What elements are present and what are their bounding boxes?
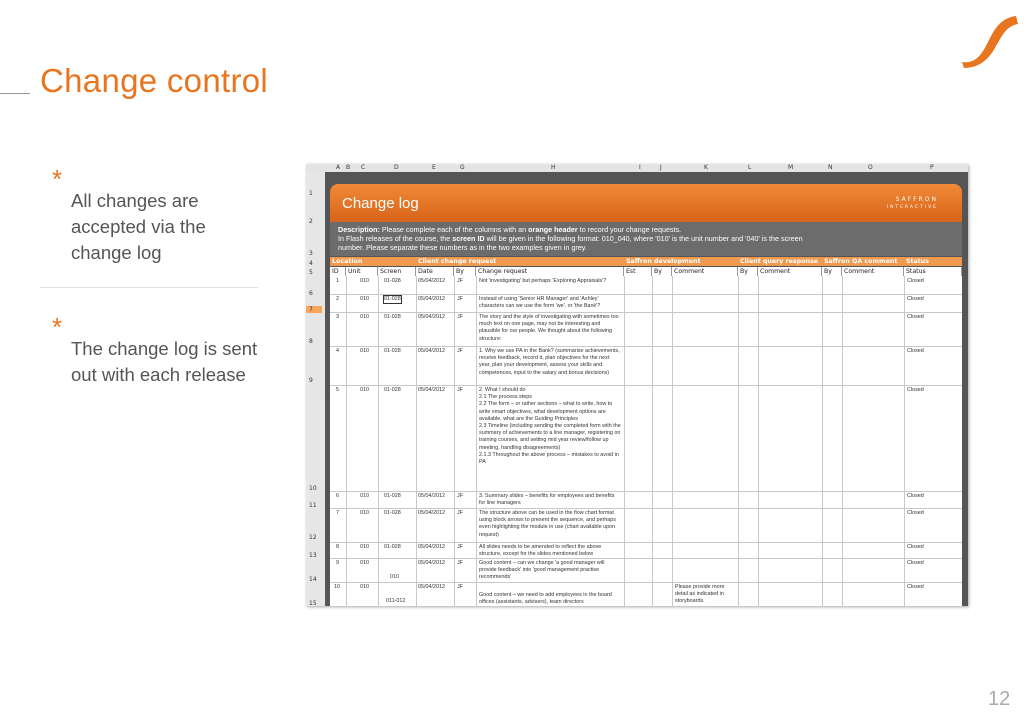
group-header-row [330, 257, 962, 266]
row-number: 6 [309, 290, 313, 297]
cell-screen[interactable]: 01-028 [384, 348, 401, 354]
description-text: In Flash releases of the course, the [338, 234, 453, 243]
cell-status[interactable]: Closed [907, 348, 924, 354]
cell-change-request[interactable]: Good content – can we change 'a good manager will provide feedback' into 'good management practise recommends' [479, 560, 605, 581]
group-header: Saffron QA comment [824, 258, 898, 265]
cell-by[interactable]: JF [457, 296, 463, 302]
row-number: 10 [309, 485, 317, 492]
cell-status[interactable]: Closed [907, 296, 924, 302]
column-letter: P [930, 164, 934, 171]
row-number: 3 [309, 250, 313, 257]
cell-screen[interactable]: 01-028 [384, 510, 401, 516]
cell-status[interactable]: Closed [907, 560, 924, 566]
row-number: 8 [309, 338, 313, 345]
row-number: 14 [309, 576, 317, 583]
row-number: 13 [309, 552, 317, 559]
cell-date[interactable]: 05/04/2012 [418, 387, 445, 393]
cell-screen[interactable]: 01-028 [384, 387, 401, 393]
cell-screen[interactable]: 01-028 [384, 493, 401, 499]
cell-date[interactable]: 05/04/2012 [418, 314, 445, 320]
asterisk-icon: * [52, 312, 63, 342]
cell-status[interactable]: Closed [907, 544, 924, 550]
column-letter: J [660, 164, 662, 171]
cell-change-request[interactable]: Not 'investigating' but perhaps 'Exploring Appraisals'? [479, 278, 607, 284]
header-by[interactable]: By [822, 267, 842, 276]
cell-by[interactable]: JF [457, 560, 463, 566]
change-log-screenshot [306, 164, 968, 606]
description-text: to record your change requests. [577, 225, 682, 234]
cell-id[interactable]: 4 [336, 348, 339, 354]
column-letter: G [460, 164, 465, 171]
page-title: Change control [40, 62, 269, 99]
column-letter: D [394, 164, 399, 171]
group-header: Status [906, 258, 930, 265]
cell-id[interactable]: 9 [336, 560, 339, 566]
column-letter: M [788, 164, 794, 171]
row-number: 5 [309, 269, 313, 276]
column-letter: B [346, 164, 351, 171]
cell-status[interactable]: Closed [907, 510, 924, 516]
column-letter: C [361, 164, 366, 171]
row-number: 2 [309, 218, 313, 225]
row-number: 12 [309, 534, 317, 541]
group-header: Client query response [740, 258, 819, 265]
bullet-1 [52, 164, 262, 266]
header-change-request[interactable]: Change request [476, 267, 624, 276]
cell-by[interactable]: JF [457, 584, 463, 590]
description-box [330, 222, 962, 256]
row-number: 1 [309, 190, 313, 197]
cell-unit[interactable]: 010 [360, 560, 369, 566]
banner-title: Change log [342, 195, 419, 212]
column-letter: K [704, 164, 708, 171]
header-by[interactable]: By [738, 267, 758, 276]
cell-by[interactable]: JF [457, 314, 463, 320]
cell-date[interactable]: 05/04/2012 [418, 510, 445, 516]
cell-status[interactable]: Closed [907, 493, 924, 499]
cell-id[interactable]: 7 [336, 510, 339, 516]
logo-subtext: INTERACTIVE [886, 205, 938, 210]
cell-unit[interactable]: 010 [360, 314, 369, 320]
cell-unit[interactable]: 010 [360, 348, 369, 354]
cell-date[interactable]: 05/04/2012 [418, 296, 445, 302]
column-letter: N [828, 164, 833, 171]
logo-text: SAFFRON [895, 196, 938, 203]
column-letter: L [748, 164, 752, 171]
cell-by[interactable]: JF [457, 510, 463, 516]
divider [40, 287, 258, 288]
header-id[interactable]: ID [330, 267, 346, 276]
asterisk-icon: * [52, 164, 63, 194]
row-number-gutter [306, 172, 326, 606]
cell-unit[interactable]: 010 [360, 296, 369, 302]
cell-status[interactable]: Closed [907, 387, 924, 393]
cell-by[interactable]: JF [457, 278, 463, 284]
cell-date[interactable]: 05/04/2012 [418, 278, 445, 284]
row-number: 9 [309, 377, 313, 384]
bullet-2 [52, 312, 262, 388]
cell-screen-selected[interactable]: 01-028 [384, 296, 401, 302]
cell-screen[interactable]: 01-028 [384, 544, 401, 550]
row-number: 4 [309, 260, 313, 267]
cell-unit[interactable]: 010 [360, 584, 369, 590]
cell-id[interactable]: 3 [336, 314, 339, 320]
cell-id[interactable]: 1 [336, 278, 339, 284]
title-rule [0, 93, 30, 94]
cell-unit[interactable]: 010 [360, 278, 369, 284]
saffron-logo-icon [958, 10, 1020, 68]
cell-id[interactable]: 5 [336, 387, 339, 393]
cell-status[interactable]: Closed [907, 314, 924, 320]
cell-change-request[interactable]: The structure above can be used in the flow chart format using block arrows to present the sequence, and perhaps even highlighting the module in use (chart available upon request) [479, 510, 616, 538]
description-text: number. Please separate these numbers as in the two examples given in grey. [338, 243, 587, 252]
header-screen[interactable]: Screen [378, 267, 416, 276]
header-by[interactable]: By [652, 267, 672, 276]
cell-by[interactable]: JF [457, 348, 463, 354]
description-label: Description: [338, 225, 380, 234]
header-status[interactable]: Status [904, 267, 962, 276]
saffron-wordmark [887, 196, 938, 211]
column-letter: E [432, 164, 436, 171]
cell-unit[interactable]: 010 [360, 493, 369, 499]
description-text: will be given in the following format: 010_040, where '010' is the unit number and '040' is the screen [484, 234, 803, 243]
cell-date[interactable]: 05/04/2012 [418, 348, 445, 354]
row-number: 15 [309, 600, 317, 606]
group-header: Location [332, 258, 363, 265]
header-comment[interactable]: Comment [672, 267, 738, 276]
cell-date[interactable]: 05/04/2012 [418, 493, 445, 499]
cell-screen[interactable]: 01-028 [384, 278, 401, 284]
bullet-text: All changes are accepted via the change log [71, 190, 206, 263]
cell-by[interactable]: JF [457, 387, 463, 393]
row-number: 11 [309, 502, 317, 509]
cell-date[interactable]: 05/04/2012 [418, 560, 445, 566]
cell-date[interactable]: 05/04/2012 [418, 544, 445, 550]
cell-change-request[interactable]: 3. Summary slides – benefits for employees and benefits for line managers [479, 493, 615, 507]
description-text: Please complete each of the columns with an [379, 225, 529, 234]
column-letter: H [551, 164, 556, 171]
column-letter: I [639, 164, 641, 171]
bullet-text: The change log is sent out with each release [71, 338, 258, 385]
cell-screen[interactable]: 011-012 [386, 598, 406, 604]
change-log-banner [330, 184, 962, 222]
cell-id[interactable]: 2 [336, 296, 339, 302]
column-header-row [330, 267, 962, 276]
cell-change-request[interactable]: The story and the style of investigating with sometimes too much text on one page, may not be interesting and plausible for our people. We thought about the following structure: [479, 314, 619, 342]
description-bold: screen ID [452, 234, 485, 243]
cell-unit[interactable]: 010 [360, 510, 369, 516]
column-letter: O [868, 164, 873, 171]
cell-change-request[interactable]: 1. Why we use PA in the Bank? (summarise achievements, receive feedback, record it, plan objectives for the next year, plan your development, assess your skills and competences, input to the salary and bonus decisions) [479, 348, 620, 376]
cell-status[interactable]: Closed [907, 278, 924, 284]
cell-unit[interactable]: 010 [360, 387, 369, 393]
cell-status[interactable]: Closed [907, 584, 924, 590]
cell-unit[interactable]: 010 [360, 544, 369, 550]
header-comment[interactable]: Comment [758, 267, 822, 276]
header-by[interactable]: By [454, 267, 476, 276]
column-letter: A [336, 164, 341, 171]
cell-comment[interactable]: Please provide more detail as indicated in storyboards. [675, 584, 725, 605]
cell-id[interactable]: 8 [336, 544, 339, 550]
row-number: 7 [306, 306, 322, 313]
cell-change-request[interactable]: All slides needs to be amended to reflect the above structure, except for the slides mentioned below [479, 544, 602, 558]
header-est[interactable]: Est [624, 267, 652, 276]
cell-id[interactable]: 6 [336, 493, 339, 499]
group-header: Saffron development [626, 258, 701, 265]
cell-change-request[interactable]: Instead of using 'Senior HR Manager' and 'Ashley' characters can we use the form 'we', or 'the Bank'? [479, 296, 601, 310]
group-header: Client change request [418, 258, 497, 265]
page-number: 12 [988, 688, 1011, 710]
cell-id[interactable]: 10 [334, 584, 340, 590]
cell-screen[interactable]: 01-028 [384, 314, 401, 320]
cell-date[interactable]: 05/04/2012 [418, 584, 445, 590]
change-log-grid [330, 276, 962, 606]
header-comment[interactable]: Comment [842, 267, 904, 276]
cell-by[interactable]: JF [457, 493, 463, 499]
cell-screen[interactable]: 010 [390, 574, 399, 580]
cell-change-request[interactable]: 2. What I should do 2.1 The process steps 2.2 The form – or rather sections – what to write, how to write smart objectives, what development options are available, what are the Guiding Principles 2.3 Timeline (including sending the completed form with the summary of achievements to a line manager, registering on training courses, and setting mid year review/follow up meeting, handling disagreements) 2.1.3 Throughout the above process – mistakes to avoid in PA [479, 387, 621, 466]
header-date[interactable]: Date [416, 267, 454, 276]
cell-by[interactable]: JF [457, 544, 463, 550]
cell-change-request[interactable]: Good content – we need to add employees in the board offices (assistants, advisers), team directors [479, 592, 612, 606]
header-unit[interactable]: Unit [346, 267, 378, 276]
description-bold: orange header [528, 225, 578, 234]
